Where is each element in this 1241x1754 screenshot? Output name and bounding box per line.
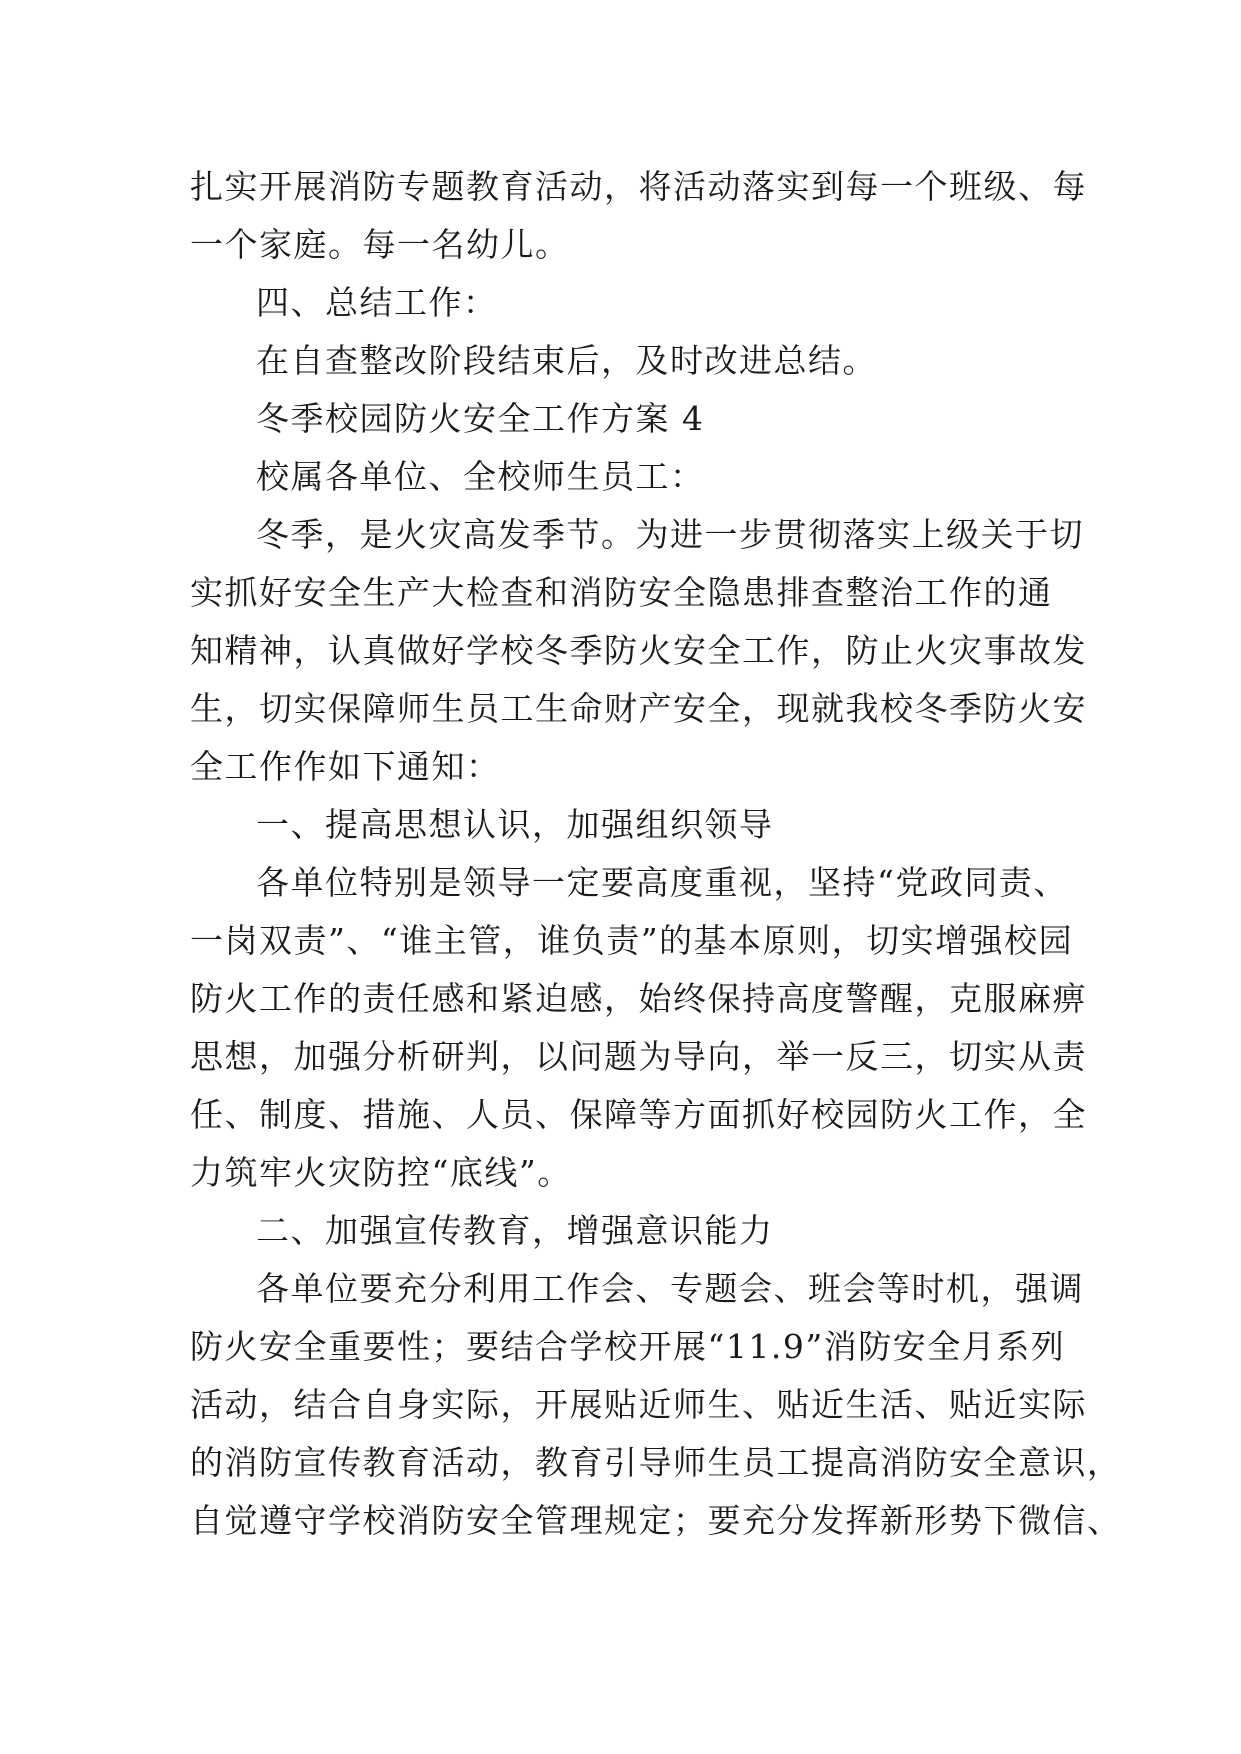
text-line: 一岗双责”、“谁主管，谁负责”的基本原则，切实增强校园 — [190, 921, 1074, 960]
text-line: 自觉遵守学校消防安全管理规定；要充分发挥新形势下微信、 — [190, 1501, 1122, 1540]
text-line: 防火工作的责任感和紧迫感，始终保持高度警醒，克服麻痹 — [190, 979, 1087, 1018]
section-heading: 一、提高思想认识，加强组织领导 — [256, 805, 774, 844]
text-line: 全工作作如下通知： — [190, 747, 501, 786]
text-line: 知精神，认真做好学校冬季防火安全工作，防止火灾事故发 — [190, 631, 1087, 670]
text-line: 思想，加强分析研判，以问题为导向，举一反三，切实从责 — [190, 1037, 1087, 1076]
text-line: 生，切实保障师生员工生命财产安全，现就我校冬季防火安 — [190, 689, 1087, 728]
text-line: 实抓好安全生产大检查和消防安全隐患排查整治工作的通 — [190, 573, 1053, 612]
section-heading: 二、加强宣传教育，增强意识能力 — [256, 1211, 774, 1250]
text-line: 各单位特别是领导一定要高度重视，坚持“党政同责、 — [256, 863, 1068, 902]
text-line: 一个家庭。每一名幼儿。 — [190, 225, 570, 264]
text-line: 活动，结合自身实际，开展贴近师生、贴近生活、贴近实际 — [190, 1385, 1087, 1424]
text-line: 力筑牢火灾防控“底线”。 — [190, 1153, 572, 1192]
document-body — [190, 158, 1122, 1550]
text-line: 防火安全重要性；要结合学校开展“11.9”消防安全月系列 — [190, 1327, 1066, 1366]
text-line: 扎实开展消防专题教育活动，将活动落实到每一个班级、每 — [190, 167, 1087, 206]
document-title: 冬季校园防火安全工作方案 4 — [256, 399, 705, 438]
salutation: 校属各单位、全校师生员工： — [256, 457, 705, 496]
section-heading: 四、总结工作： — [256, 283, 498, 322]
text-line: 任、制度、措施、人员、保障等方面抓好校园防火工作，全 — [190, 1095, 1087, 1134]
text-line: 冬季，是火灾高发季节。为进一步贯彻落实上级关于切 — [256, 515, 1084, 554]
text-line: 各单位要充分利用工作会、专题会、班会等时机，强调 — [256, 1269, 1084, 1308]
text-line: 的消防宣传教育活动，教育引导师生员工提高消防安全意识， — [190, 1443, 1122, 1482]
text-line: 在自查整改阶段结束后，及时改进总结。 — [256, 341, 877, 380]
